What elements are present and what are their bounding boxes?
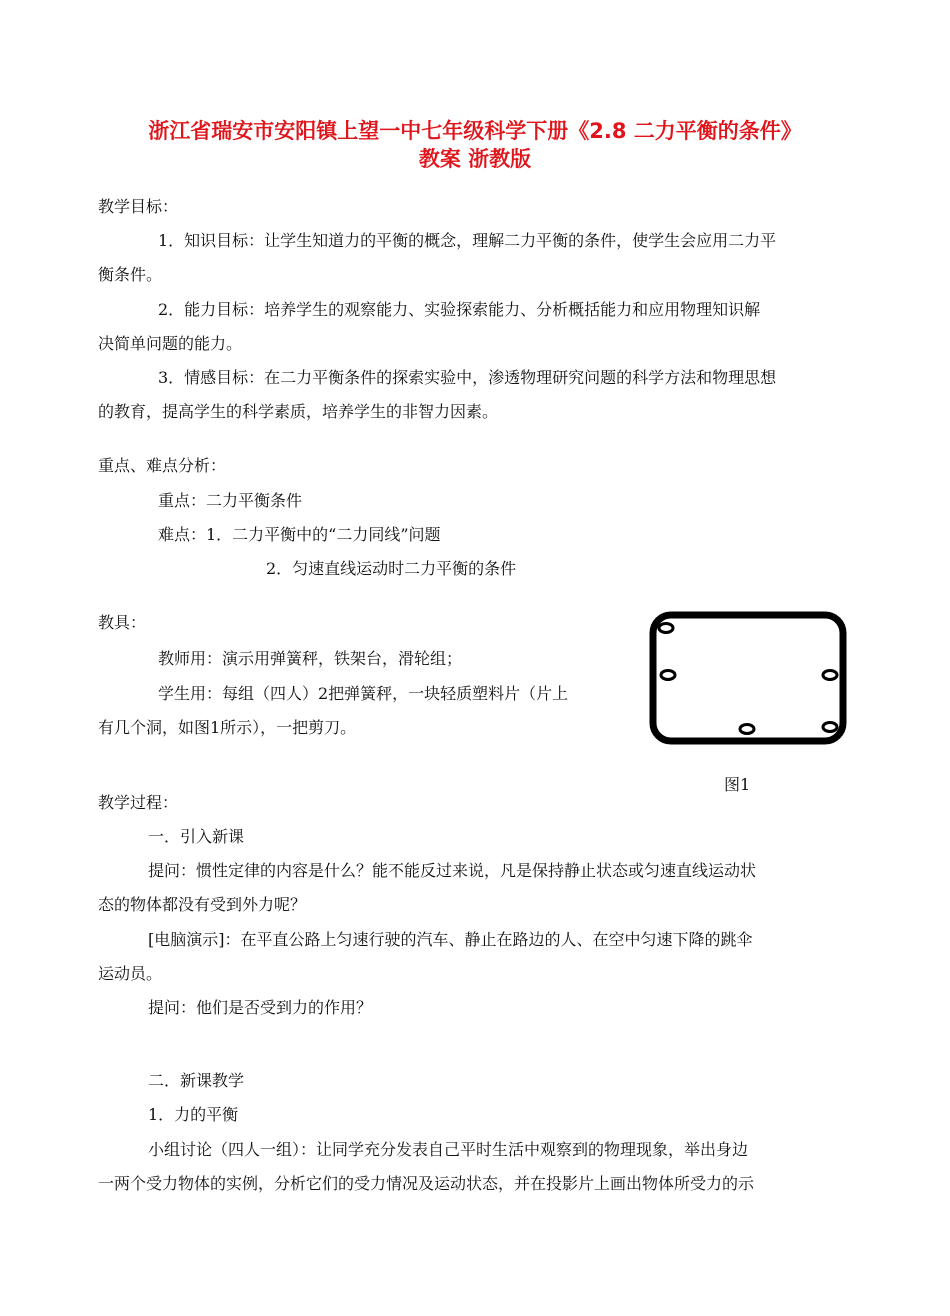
- student-tools-line-1: 学生用：每组（四人）2把弹簧秤，一块轻质塑料片（片上: [158, 684, 569, 703]
- hole-middle-right: [823, 671, 837, 680]
- demo-line-1: [电脑演示]：在平直公路上匀速行驶的汽车、静止在路边的人、在空中匀速下降的跳伞: [148, 930, 753, 949]
- student-tools-line-2: 有几个洞，如图1所示），一把剪刀。: [98, 718, 357, 737]
- question-1-line-2: 态的物体都没有受到外力呢？: [98, 895, 307, 914]
- section-2-title: 二．新课教学: [148, 1071, 245, 1090]
- discussion-line-1: 小组讨论（四人一组）：让同学充分发表自己平时生活中观察到的物理现象，举出身边: [148, 1140, 749, 1159]
- objective-1-line-2: 衡条件。: [98, 265, 163, 284]
- objective-2-line-1: 2．能力目标：培养学生的观察能力、实验探索能力、分析概括能力和应用物理知识解: [158, 300, 761, 319]
- difficulty-1: 难点：1．二力平衡中的“二力同线”问题: [158, 525, 441, 544]
- hole-middle-left: [661, 671, 675, 680]
- discussion-line-2: 一两个受力物体的实例，分析它们的受力情况及运动状态，并在投影片上画出物体所受力的示: [98, 1174, 755, 1193]
- key-points-heading: 重点、难点分析：: [98, 456, 227, 475]
- figure-caption: 图1: [724, 775, 751, 794]
- document-title-line-1: 浙江省瑞安市安阳镇上望一中七年级科学下册《2.8 二力平衡的条件》: [148, 119, 802, 143]
- demo-line-2: 运动员。: [98, 964, 163, 983]
- plastic-sheet-figure: [648, 610, 848, 746]
- document-title-line-2: 教案 浙教版: [418, 147, 532, 171]
- objectives-heading: 教学目标：: [98, 197, 179, 216]
- difficulty-2: 2．匀速直线运动时二力平衡的条件: [266, 559, 517, 578]
- objective-3-line-2: 的教育，提高学生的科学素质，培养学生的非智力因素。: [98, 402, 499, 421]
- subsection-1-title: 1．力的平衡: [148, 1105, 239, 1124]
- objective-3-line-1: 3．情感目标：在二力平衡条件的探索实验中，渗透物理研究问题的科学方法和物理思想: [158, 368, 777, 387]
- section-1-title: 一．引入新课: [148, 827, 245, 846]
- question-2: 提问：他们是否受到力的作用？: [148, 998, 373, 1017]
- objective-1-line-1: 1．知识目标：让学生知道力的平衡的概念，理解二力平衡的条件，使学生会应用二力平: [158, 231, 777, 250]
- process-heading: 教学过程：: [98, 793, 179, 812]
- hole-bottom-middle: [740, 725, 754, 734]
- teacher-tools: 教师用：演示用弹簧秤，铁架台，滑轮组；: [158, 649, 463, 668]
- hole-top-left: [659, 624, 673, 633]
- hole-bottom-right: [823, 723, 837, 732]
- plastic-sheet-outline: [653, 615, 843, 741]
- tools-heading: 教具：: [98, 613, 147, 632]
- objective-2-line-2: 决简单问题的能力。: [98, 334, 243, 353]
- question-1-line-1: 提问：惯性定律的内容是什么？能不能反过来说，凡是保持静止状态或匀速直线运动状: [148, 861, 757, 880]
- focus-point: 重点：二力平衡条件: [158, 491, 303, 510]
